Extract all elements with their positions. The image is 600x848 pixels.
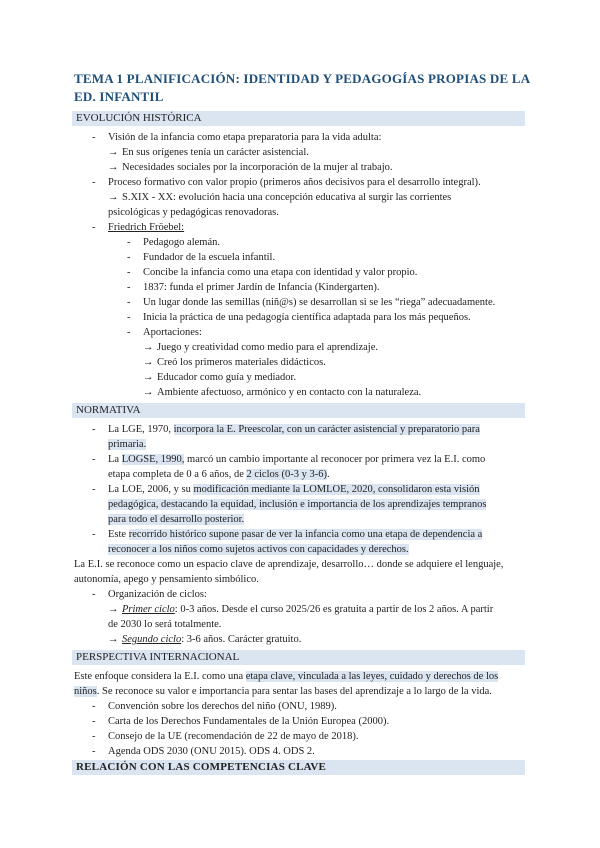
bullet-dash: -: [127, 297, 131, 308]
bullet-dash: -: [92, 746, 96, 757]
arrow-icon: →: [143, 342, 154, 353]
highlight: incorpora la E. Preescolar, con un carácter asistencial y preparatorio para: [173, 424, 480, 435]
cycle-item-continued: de 2030 lo será totalmente.: [108, 619, 222, 630]
bullet-dash: -: [127, 237, 131, 248]
bullet-dash: -: [92, 731, 96, 742]
contribution-item: Educador como guía y mediador.: [157, 372, 297, 383]
highlight: reconocer a los niños como sujetos activos con capacidades y derechos.: [108, 544, 409, 555]
arrow-icon: →: [108, 634, 119, 645]
highlight: para todo el desarrollo posterior.: [108, 514, 245, 525]
list-item-continued: [108, 543, 409, 558]
list-item: La LGE, 1970, incorpora la E. Preescolar, con un carácter asistencial y preparatorio para: [108, 424, 480, 435]
arrow-icon: →: [108, 162, 119, 173]
bullet-dash: -: [92, 222, 96, 233]
list-item: Este recorrido histórico supone pasar de ver la infancia como una etapa de dependencia a: [108, 529, 483, 540]
sub-item: S.XIX - XX: evolución hacia una concepción educativa al surgir las corrientes: [122, 192, 452, 203]
highlight: 2 ciclos (0-3 y 3-6): [246, 469, 327, 480]
title-line-1: TEMA 1 PLANIFICACIÓN: IDENTIDAD Y PEDAGOGÍAS PROPIAS DE LA: [74, 71, 531, 86]
list-item: Organización de ciclos:: [108, 589, 207, 600]
contribution-item: Juego y creatividad como medio para el aprendizaje.: [157, 342, 378, 353]
cycle-item: Primer ciclo: 0-3 años. Desde el curso 2025/26 es gratuita a partir de los 2 años. A partir: [122, 604, 494, 615]
list-item: Convención sobre los derechos del niño (ONU, 1989).: [108, 701, 337, 712]
froebel-item: Pedagogo alemán.: [143, 237, 220, 248]
contribution-item: Creó los primeros materiales didácticos.: [157, 357, 326, 368]
highlight: primaria.: [108, 439, 147, 450]
paragraph: La E.I. se reconoce como un espacio clave de aprendizaje, desarrollo… donde se adquiere el lenguaje,: [74, 559, 504, 570]
paragraph-continued: niños. Se reconoce su valor e importancia para sentar las bases del aprendizaje a lo largo de la vida.: [74, 686, 492, 697]
paragraph: Este enfoque considera la E.I. como una etapa clave, vinculada a las leyes, cuidado y derechos de los: [74, 671, 499, 682]
bullet-dash: -: [92, 424, 96, 435]
list-item-continued: [108, 438, 146, 453]
arrow-icon: →: [108, 192, 119, 203]
sub-item: En sus orígenes tenía un carácter asistencial.: [122, 147, 309, 158]
page-title: [74, 70, 534, 105]
bullet-dash: -: [92, 177, 96, 188]
sub-item-continued: psicológicas y pedagógicas renovadoras.: [108, 207, 279, 218]
arrow-icon: →: [143, 387, 154, 398]
highlight: niños: [74, 686, 97, 697]
list-item: La LOE, 2006, y su modificación mediante la LOMLOE, 2020, consolidaron esta visión: [108, 484, 480, 495]
list-item-continued: etapa completa de 0 a 6 años, de 2 ciclos (0-3 y 3-6).: [108, 469, 330, 480]
list-item: Agenda ODS 2030 (ONU 2015). ODS 4. ODS 2.: [108, 746, 315, 757]
bullet-dash: -: [92, 716, 96, 727]
bullet-dash: -: [127, 312, 131, 323]
section-heading-normativa: NORMATIVA: [72, 403, 525, 418]
list-item: La LOGSE, 1990, marcó un cambio importante al reconocer por primera vez la E.I. como: [108, 454, 486, 465]
froebel-item: Aportaciones:: [143, 327, 202, 338]
list-item-continued: [108, 498, 486, 513]
list-item: Consejo de la UE (recomendación de 22 de mayo de 2018).: [108, 731, 359, 742]
highlight: etapa clave, vinculada a las leyes, cuidado y derechos de los: [245, 671, 499, 682]
bullet-dash: -: [127, 267, 131, 278]
section-heading-evolucion: EVOLUCIÓN HISTÓRICA: [72, 111, 525, 126]
bullet-dash: -: [92, 589, 96, 600]
highlight: recorrido histórico supone pasar de ver la infancia como una etapa de dependencia a: [128, 529, 483, 540]
arrow-icon: →: [143, 357, 154, 368]
bullet-dash: -: [127, 252, 131, 263]
arrow-icon: →: [108, 604, 119, 615]
bullet-dash: -: [127, 282, 131, 293]
title-line-2: ED. INFANTIL: [74, 88, 164, 104]
paragraph-continued: autonomía, apego y pensamiento simbólico.: [74, 574, 259, 585]
list-item: Proceso formativo con valor propio (primeros años decisivos para el desarrollo integral).: [108, 177, 481, 188]
arrow-icon: →: [108, 147, 119, 158]
sub-item: Necesidades sociales por la incorporación de la mujer al trabajo.: [122, 162, 393, 173]
bullet-dash: -: [127, 327, 131, 338]
froebel-heading: Friedrich Fröebel:: [108, 222, 185, 233]
list-item: Carta de los Derechos Fundamentales de la Unión Europea (2000).: [108, 716, 390, 727]
bullet-dash: -: [92, 132, 96, 143]
froebel-item: Inicia la práctica de una pedagogía científica adaptada para los más pequeños.: [143, 312, 471, 323]
list-item: Visión de la infancia como etapa preparatoria para la vida adulta:: [108, 132, 382, 143]
arrow-icon: →: [143, 372, 154, 383]
contribution-item: Ambiente afectuoso, armónico y en contacto con la naturaleza.: [157, 387, 422, 398]
froebel-item: 1837: funda el primer Jardín de Infancia (Kindergarten).: [143, 282, 380, 293]
cycle-item: Segundo ciclo: 3-6 años. Carácter gratuito.: [122, 634, 302, 645]
froebel-item: Fundador de la escuela infantil.: [143, 252, 276, 263]
froebel-item: Concibe la infancia como una etapa con identidad y valor propio.: [143, 267, 418, 278]
cycle-label: Primer ciclo: [122, 604, 175, 615]
highlight: pedagógica, destacando la equidad, inclusión e importancia de los aprendizajes tempranos: [108, 499, 487, 510]
froebel-item: Un lugar donde las semillas (niñ@s) se desarrollan si se les “riega” adecuadamente.: [143, 297, 496, 308]
list-item-continued: [108, 513, 244, 528]
highlight: LOGSE, 1990,: [121, 454, 185, 465]
section-heading-competencias: RELACIÓN CON LAS COMPETENCIAS CLAVE: [72, 760, 525, 775]
section-heading-perspectiva: PERSPECTIVA INTERNACIONAL: [72, 650, 525, 665]
bullet-dash: -: [92, 529, 96, 540]
cycle-label: Segundo ciclo: [122, 634, 182, 645]
bullet-dash: -: [92, 454, 96, 465]
bullet-dash: -: [92, 484, 96, 495]
highlight: modificación mediante la LOMLOE, 2020, consolidaron esta visión: [193, 484, 480, 495]
bullet-dash: -: [92, 701, 96, 712]
